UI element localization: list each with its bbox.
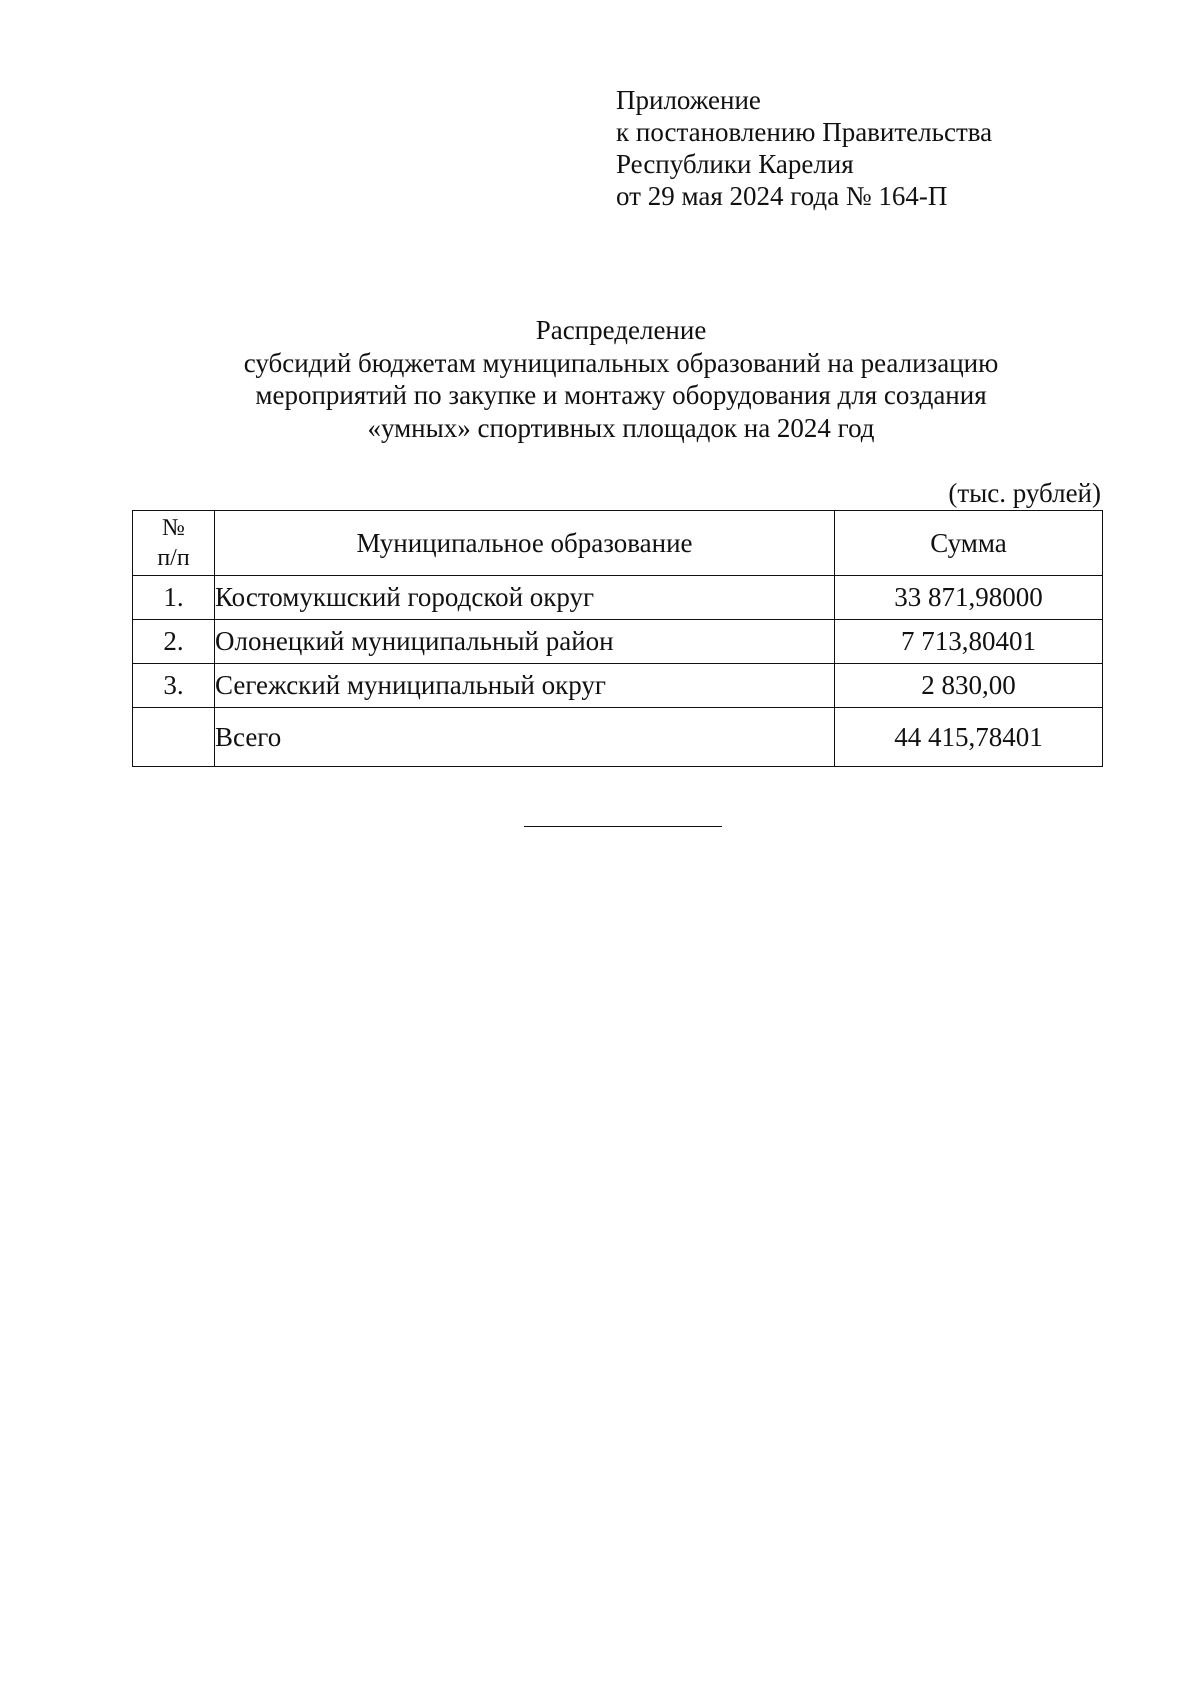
row-number: 1. <box>133 576 215 620</box>
units-label: (тыс. рублей) <box>948 478 1101 508</box>
end-divider-line <box>524 826 722 827</box>
header-number-pp: п/п <box>157 545 190 571</box>
appendix-line-resolution: к постановлению Правительства <box>616 117 993 147</box>
table-total-row <box>133 708 1103 767</box>
total-sum: 44 415,78401 <box>835 708 1103 767</box>
header-sum: Сумма <box>835 511 1103 576</box>
header-number-sign: № <box>162 515 185 541</box>
table-row <box>133 576 1103 620</box>
appendix-line-date: от 29 мая 2024 года № 164-П <box>616 181 948 211</box>
title-line-3: мероприятий по закупке и монтажу оборудования для создания <box>255 380 987 410</box>
row-municipality: Сегежский муниципальный округ <box>215 664 835 708</box>
header-number <box>133 511 215 576</box>
appendix-header <box>616 84 992 212</box>
row-municipality: Костомукшский городской округ <box>215 576 835 620</box>
table-row <box>133 620 1103 664</box>
row-municipality: Олонецкий муниципальный район <box>215 620 835 664</box>
document-title <box>130 314 1112 444</box>
row-sum: 7 713,80401 <box>835 620 1103 664</box>
row-sum: 33 871,98000 <box>835 576 1103 620</box>
row-number: 2. <box>133 620 215 664</box>
row-number: 3. <box>133 664 215 708</box>
table-header-row <box>133 511 1103 576</box>
row-sum: 2 830,00 <box>835 664 1103 708</box>
table-row <box>133 664 1103 708</box>
title-line-2: субсидий бюджетам муниципальных образований на реализацию <box>243 347 999 378</box>
appendix-title: Приложение <box>616 85 761 115</box>
appendix-line-republic: Республики Карелия <box>616 149 854 179</box>
title-line-1: Распределение <box>535 315 707 345</box>
total-label: Всего <box>215 708 835 767</box>
header-municipality: Муниципальное образование <box>215 511 835 576</box>
total-number <box>133 708 215 767</box>
distribution-table <box>132 510 1103 767</box>
title-line-4: «умных» спортивных площадок на 2024 год <box>367 412 875 443</box>
